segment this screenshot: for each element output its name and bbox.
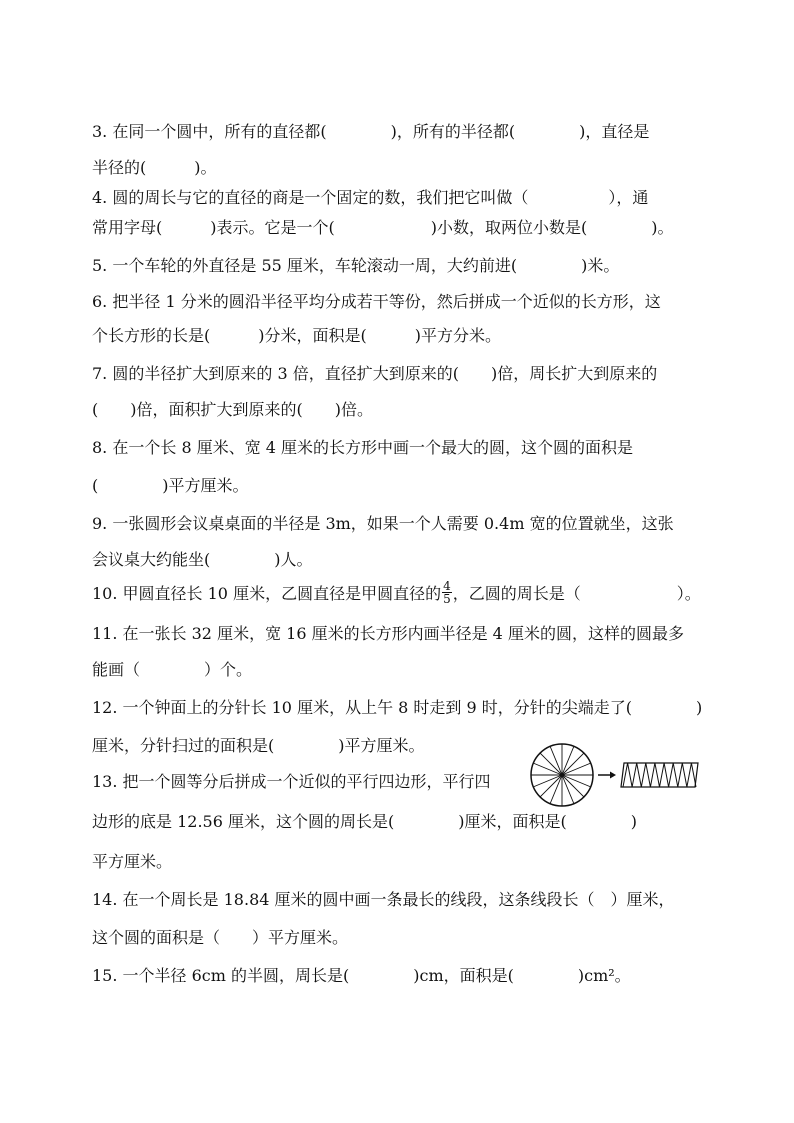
question-13-line-2: 边形的底是 12.56 厘米，这个圆的周长是( )厘米，面积是( ) xyxy=(92,812,637,831)
question-8-line-2: ( )平方厘米。 xyxy=(92,476,249,495)
question-11-line-1: 11. 在一张长 32 厘米，宽 16 厘米的长方形内画半径是 4 厘米的圆，这样的圆最多 xyxy=(92,624,684,643)
question-10-text-before: 10. 甲圆直径长 10 厘米，乙圆直径是甲圆直径的 xyxy=(92,584,442,603)
question-9-line-1: 9. 一张圆形会议桌桌面的半径是 3m，如果一个人需要 0.4m 宽的位置就坐，这张 xyxy=(92,514,674,533)
question-14-line-1: 14. 在一个周长是 18.84 厘米的圆中画一条最长的线段，这条线段长（ ）厘米， xyxy=(92,890,675,909)
question-4-line-1: 4. 圆的周长与它的直径的商是一个固定的数，我们把它叫做（ ），通 xyxy=(92,188,649,207)
question-11-line-2: 能画（ ）个。 xyxy=(92,660,253,679)
question-9-line-2: 会议桌大约能坐( )人。 xyxy=(92,550,313,569)
question-3-line-2: 半径的( )。 xyxy=(92,158,217,177)
question-10-line-1 xyxy=(92,579,701,606)
question-14-line-2: 这个圆的面积是（ ）平方厘米。 xyxy=(92,928,349,947)
question-12-line-2: 厘米，分针扫过的面积是( )平方厘米。 xyxy=(92,736,425,755)
right-arrow-icon xyxy=(598,772,616,779)
question-6-line-1: 6. 把半径 1 分米的圆沿半径平均分成若干等份，然后拼成一个近似的长方形，这 xyxy=(92,292,661,311)
circle-to-parallelogram-figure xyxy=(530,742,700,812)
question-13-line-3: 平方厘米。 xyxy=(92,852,173,871)
question-6-line-2: 个长方形的长是( )分米，面积是( )平方分米。 xyxy=(92,326,501,345)
question-13-line-1: 13. 把一个圆等分后拼成一个近似的平行四边形，平行四 xyxy=(92,772,491,791)
question-7-line-2: ( )倍，面积扩大到原来的( )倍。 xyxy=(92,400,373,419)
question-5-line-1: 5. 一个车轮的外直径是 55 厘米，车轮滚动一周，大约前进( )米。 xyxy=(92,256,620,275)
fraction-four-fifths xyxy=(442,580,452,605)
question-7-line-1: 7. 圆的半径扩大到原来的 3 倍，直径扩大到原来的( )倍，周长扩大到原来的 xyxy=(92,364,658,383)
question-8-line-1: 8. 在一个长 8 厘米、宽 4 厘米的长方形中画一个最大的圆，这个圆的面积是 xyxy=(92,438,634,457)
fraction-numerator: 4 xyxy=(443,579,451,593)
question-12-line-1: 12. 一个钟面上的分针长 10 厘米，从上午 8 时走到 9 时，分针的尖端走了( ) xyxy=(92,698,703,717)
question-15-line-1: 15. 一个半径 6cm 的半圆，周长是( )cm，面积是( )cm²。 xyxy=(92,966,631,985)
fraction-denominator: 5 xyxy=(443,592,451,606)
parallelogram-icon xyxy=(621,763,698,787)
question-4-line-2: 常用字母( )表示。它是一个( )小数，取两位小数是( )。 xyxy=(92,218,674,237)
divided-circle-icon xyxy=(531,744,593,806)
question-10-text-after: ，乙圆的周长是（ ）。 xyxy=(452,584,701,603)
question-3-line-1: 3. 在同一个圆中，所有的直径都( )，所有的半径都( )，直径是 xyxy=(92,122,650,141)
